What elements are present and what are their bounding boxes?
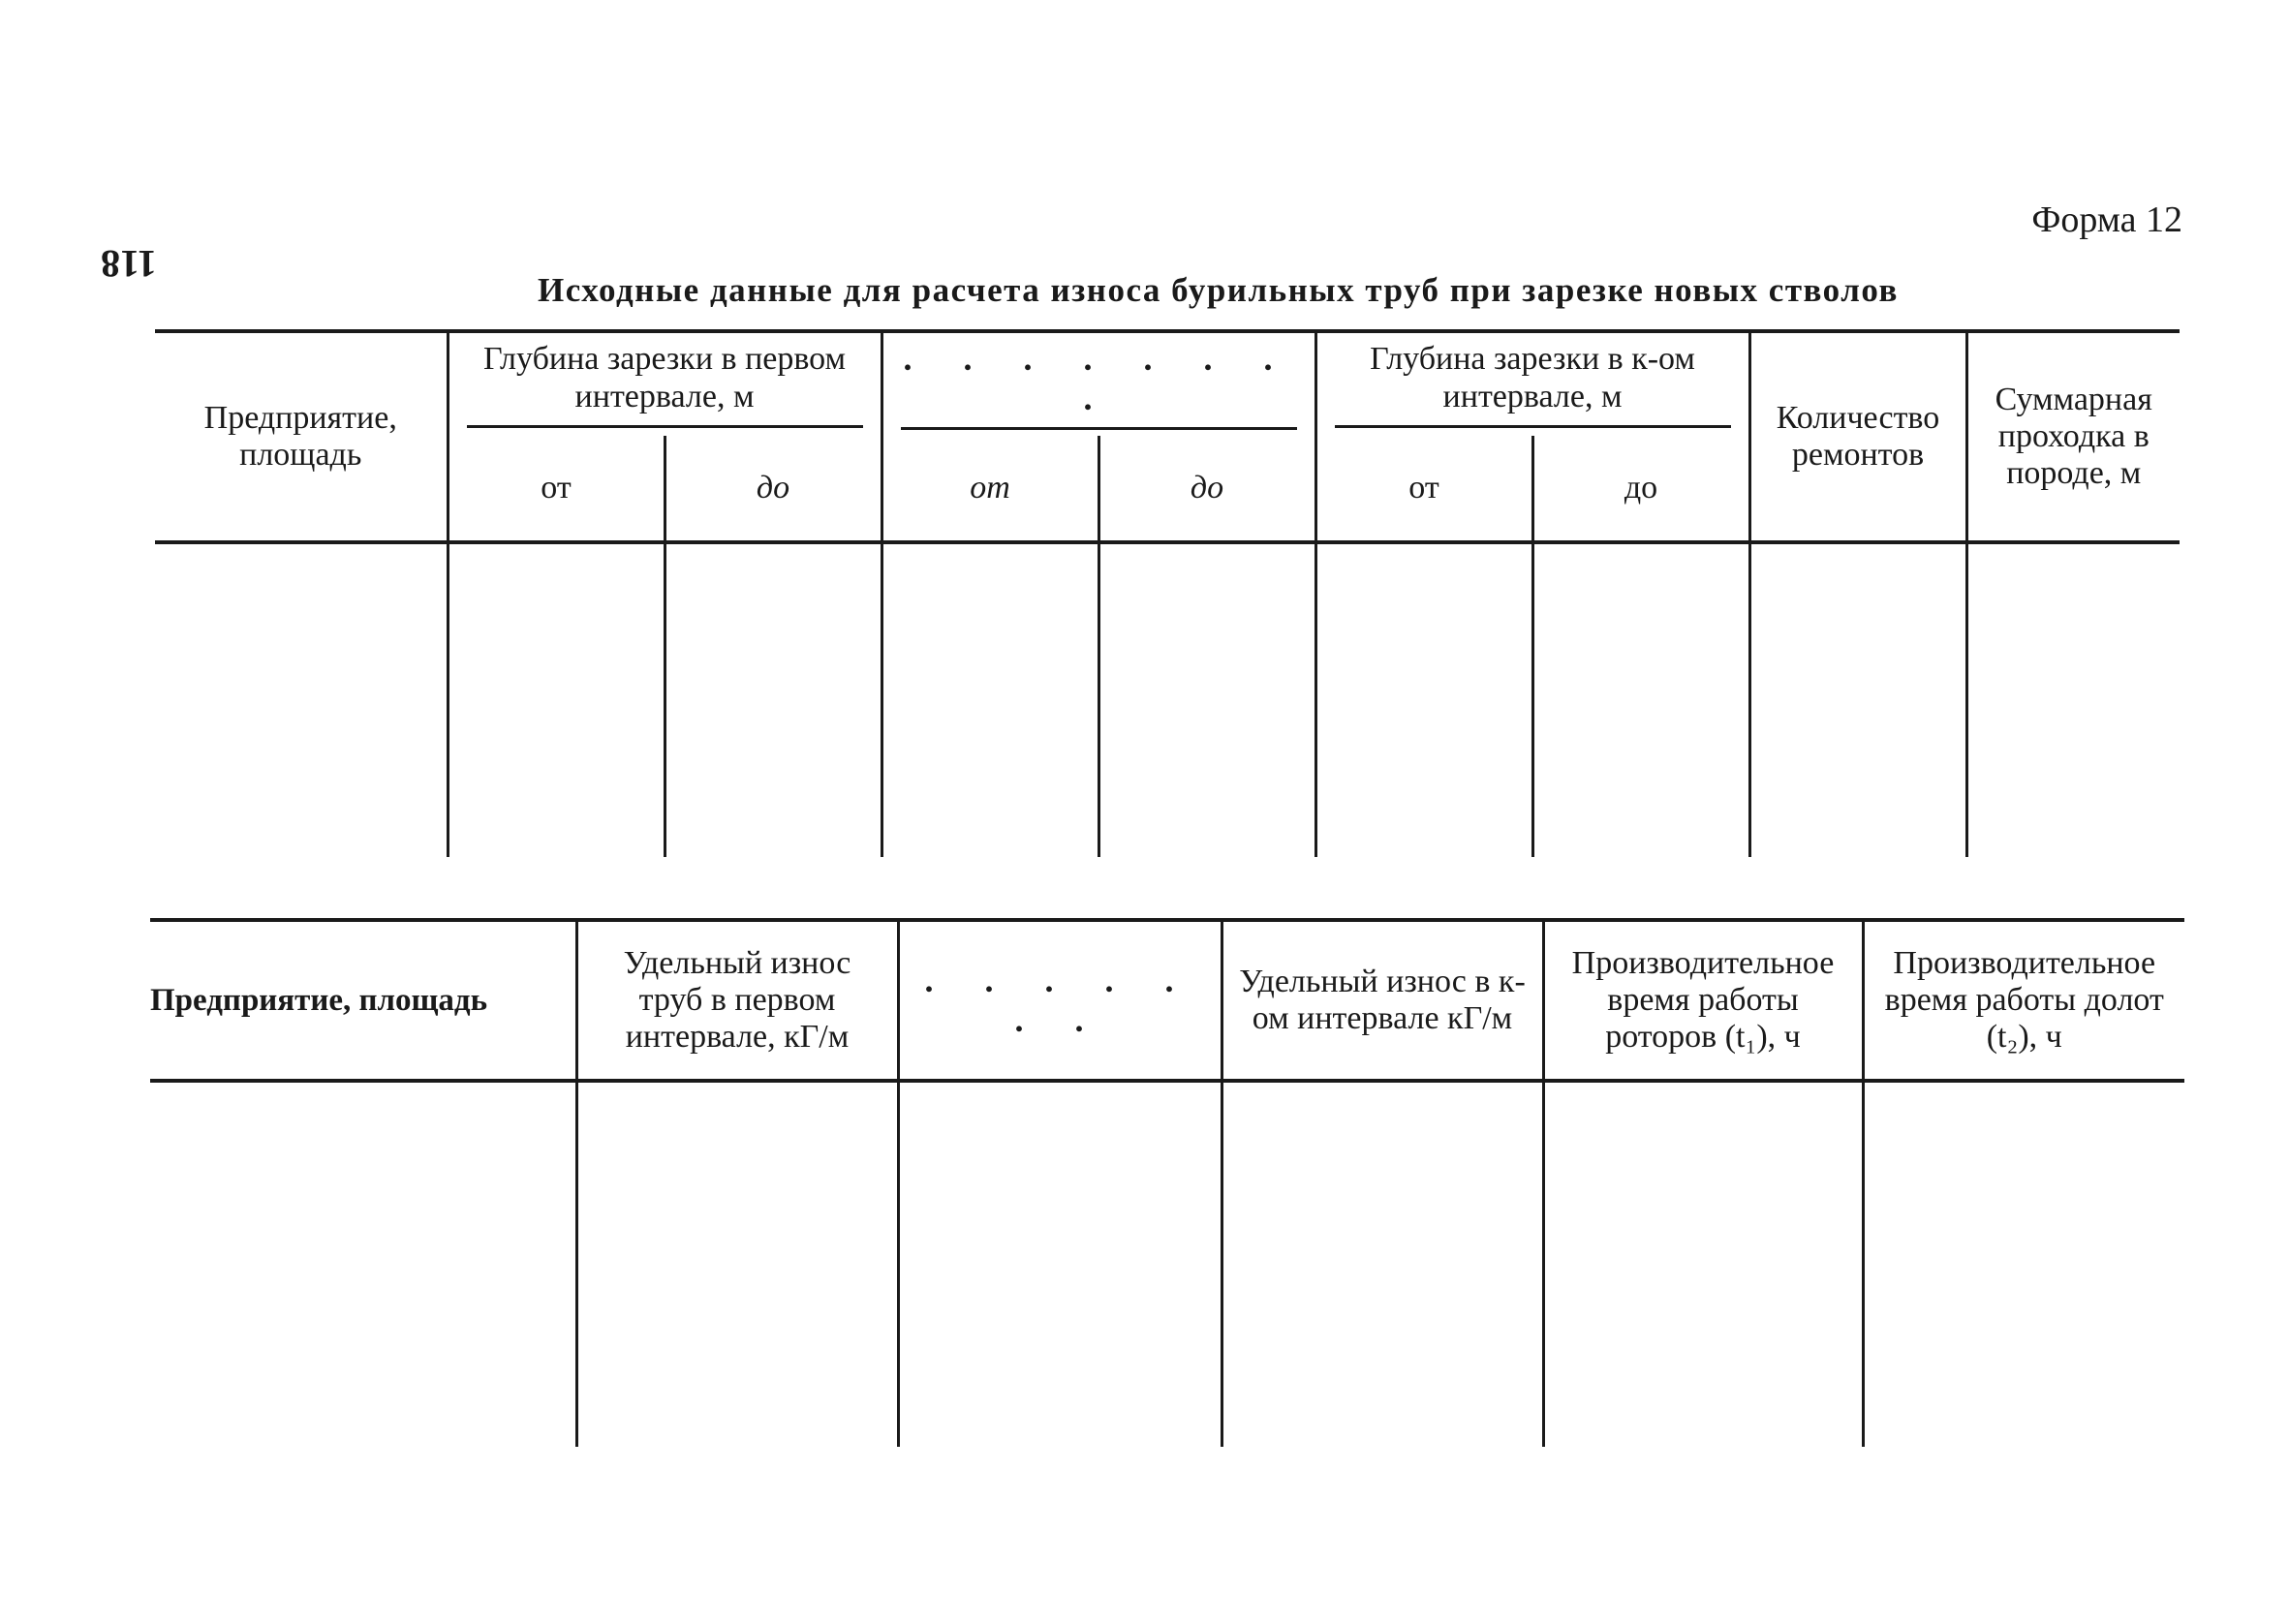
table2-cell bbox=[1222, 1081, 1543, 1447]
header2-bit-time-text: Производительное время работы долот (t₂), ч bbox=[1884, 944, 2164, 1056]
header-mid-from: от bbox=[882, 436, 1098, 542]
header-mid-to: до bbox=[1098, 436, 1315, 542]
header-enterprise-text: Предприятие, площадь bbox=[203, 399, 397, 473]
table1-cell bbox=[1098, 542, 1315, 857]
table1-cell bbox=[665, 542, 882, 857]
header2-enterprise: Предприятие, площадь bbox=[150, 982, 488, 1018]
header-repairs-text: Количество ремонтов bbox=[1776, 399, 1940, 473]
header2-dots-middle bbox=[898, 920, 1222, 1081]
header2-wear-k-interval bbox=[1222, 920, 1543, 1081]
header-repairs-count bbox=[1749, 331, 1966, 542]
table2-cell bbox=[1863, 1081, 2184, 1447]
header2-wear-first-text: Удельный износ труб в первом интервале, кГ/м bbox=[623, 944, 851, 1056]
header-depth-k-text: Глубина зарезки в к-ом интервале, м bbox=[1335, 341, 1731, 427]
initial-data-table-depths bbox=[155, 329, 2180, 857]
table1-cell bbox=[882, 542, 1098, 857]
table2-cell bbox=[1543, 1081, 1863, 1447]
header-depth-k-interval bbox=[1315, 331, 1749, 436]
header-total-penetration-text: Суммарная проходка в породе, м bbox=[1995, 381, 2152, 492]
table2-empty-row bbox=[150, 1081, 2184, 1447]
header2-dots-text: . . . . . . . bbox=[924, 960, 1195, 1039]
table1-cell bbox=[448, 542, 665, 857]
header2-wear-k-text: Удельный износ в к-ом интервале кГ/м bbox=[1239, 963, 1526, 1036]
header-dots-text: . . . . . . . . bbox=[901, 339, 1297, 430]
table2-cell bbox=[150, 1081, 576, 1447]
table2-cell bbox=[898, 1081, 1222, 1447]
header-k-from: от bbox=[1315, 436, 1532, 542]
form-label: Форма 12 bbox=[2031, 199, 2182, 240]
header-k-to: до bbox=[1532, 436, 1749, 542]
table1-cell bbox=[1532, 542, 1749, 857]
table1-empty-row bbox=[155, 542, 2180, 857]
table1-cell bbox=[1315, 542, 1532, 857]
header-first-to: до bbox=[665, 436, 882, 542]
header2-rotor-time-text: Производительное время работы роторов (t₁), ч bbox=[1571, 944, 1835, 1056]
table1-cell bbox=[155, 542, 448, 857]
header-total-penetration bbox=[1966, 331, 2180, 542]
initial-data-table-wear bbox=[150, 918, 2184, 1447]
header-depth-first-text: Глубина зарезки в первом интервале, м bbox=[467, 341, 863, 427]
header-first-from: от bbox=[448, 436, 665, 542]
document-title: Исходные данные для расчета износа бурильных труб при зарезке новых стволов bbox=[538, 271, 1899, 309]
header2-wear-first-interval bbox=[576, 920, 898, 1081]
header-enterprise bbox=[155, 331, 448, 542]
table1-cell bbox=[1966, 542, 2180, 857]
header-depth-first-interval bbox=[448, 331, 882, 436]
table2-cell bbox=[576, 1081, 898, 1447]
table1-cell bbox=[1749, 542, 1966, 857]
header2-rotor-time bbox=[1543, 920, 1863, 1081]
header2-bit-time bbox=[1863, 920, 2184, 1081]
header-dots-middle bbox=[882, 331, 1315, 436]
page-number: 118 bbox=[101, 242, 157, 286]
